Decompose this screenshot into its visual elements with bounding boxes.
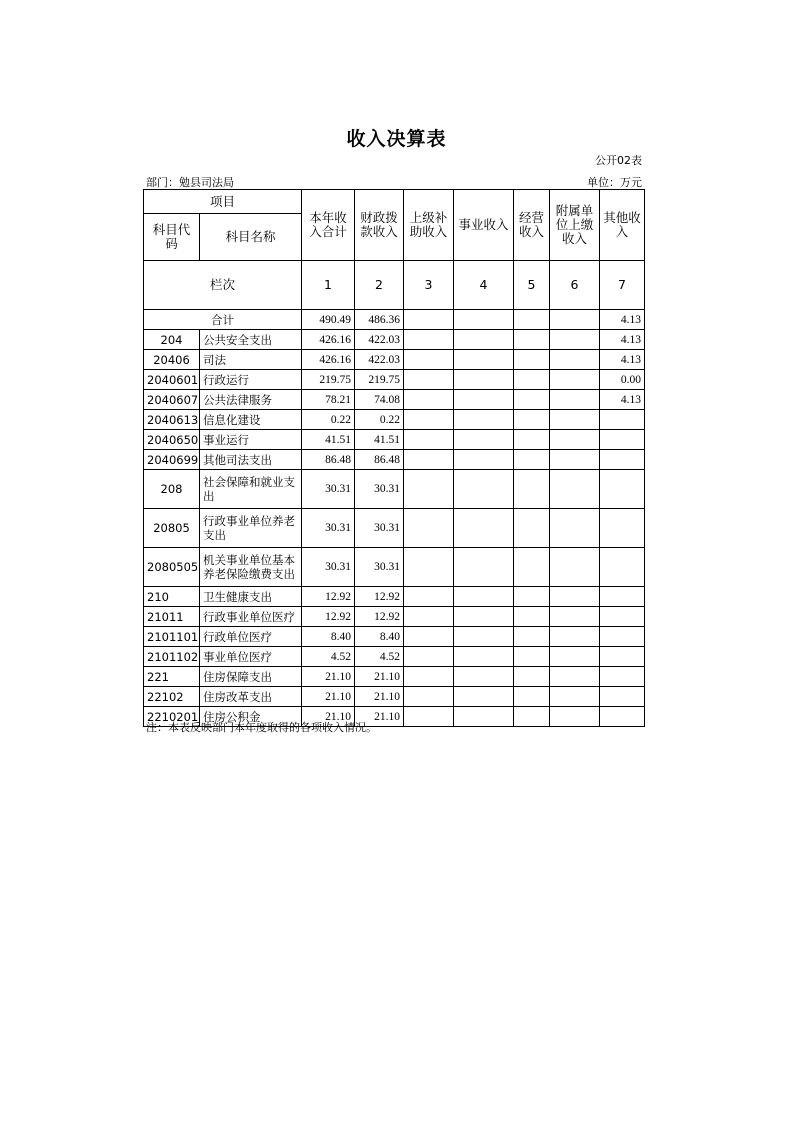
subject-name: 卫生健康支出: [200, 587, 302, 607]
subject-name: 住房改革支出: [200, 687, 302, 707]
empty-cell: [550, 707, 600, 727]
empty-cell: [404, 430, 454, 450]
subject-name: 事业运行: [200, 430, 302, 450]
value-col1: 78.21: [302, 390, 355, 410]
value-col2: 0.22: [355, 410, 404, 430]
table-row: [144, 647, 645, 667]
header-col7: 其他收入: [600, 190, 645, 261]
column-number: 1: [302, 261, 355, 310]
subject-name: 行政事业单位医疗: [200, 607, 302, 627]
unit-label: 单位：万元: [587, 176, 642, 189]
empty-cell: [514, 410, 550, 430]
subject-name: 公共法律服务: [200, 390, 302, 410]
total-col2: 486.36: [355, 310, 404, 330]
value-col1: 12.92: [302, 607, 355, 627]
empty-cell: [514, 370, 550, 390]
subject-code: 2040607: [144, 390, 200, 410]
value-col1: 41.51: [302, 430, 355, 450]
header-item: 项目: [144, 190, 302, 214]
value-col1: 21.10: [302, 707, 355, 727]
empty-cell: [514, 667, 550, 687]
subject-code: 2101101: [144, 627, 200, 647]
subject-name: 住房公积金: [200, 707, 302, 727]
empty-cell: [550, 627, 600, 647]
subject-code: 210: [144, 587, 200, 607]
subject-name: 住房保障支出: [200, 667, 302, 687]
value-col1: 86.48: [302, 450, 355, 470]
value-col1: 0.22: [302, 410, 355, 430]
subject-code: 2040601: [144, 370, 200, 390]
empty-cell: [454, 470, 514, 509]
empty-cell: [550, 509, 600, 548]
empty-cell: [454, 430, 514, 450]
column-number: 4: [454, 261, 514, 310]
subject-code: 2101102: [144, 647, 200, 667]
value-col2: 422.03: [355, 350, 404, 370]
empty-cell: [404, 667, 454, 687]
empty-cell: [454, 410, 514, 430]
value-col1: 30.31: [302, 509, 355, 548]
table-row: [144, 330, 645, 350]
table-row: [144, 509, 645, 548]
empty-cell: [454, 370, 514, 390]
revenue-table: [143, 189, 645, 727]
subject-name: 信息化建设: [200, 410, 302, 430]
value-col7: [600, 410, 645, 430]
column-number: 6: [550, 261, 600, 310]
empty-cell: [454, 647, 514, 667]
value-col7: [600, 450, 645, 470]
value-col2: 30.31: [355, 509, 404, 548]
empty-cell: [454, 350, 514, 370]
value-col1: 426.16: [302, 330, 355, 350]
empty-cell: [550, 607, 600, 627]
empty-cell: [404, 627, 454, 647]
empty-cell: [454, 390, 514, 410]
value-col1: 21.10: [302, 667, 355, 687]
value-col2: 86.48: [355, 450, 404, 470]
empty-cell: [514, 707, 550, 727]
subject-code: 2040699: [144, 450, 200, 470]
total-col1: 490.49: [302, 310, 355, 330]
column-number: 7: [600, 261, 645, 310]
value-col2: 219.75: [355, 370, 404, 390]
subject-code: 2210201: [144, 707, 200, 727]
table-row: [144, 430, 645, 450]
empty-cell: [550, 430, 600, 450]
value-col7: 4.13: [600, 350, 645, 370]
empty-cell: [514, 350, 550, 370]
table-row: [144, 390, 645, 410]
table-row: [144, 548, 645, 587]
value-col1: 219.75: [302, 370, 355, 390]
column-number: 2: [355, 261, 404, 310]
empty-cell: [550, 587, 600, 607]
header-col5: 经营收入: [514, 190, 550, 261]
empty-cell: [550, 548, 600, 587]
subject-code: 2040650: [144, 430, 200, 450]
empty-cell: [404, 607, 454, 627]
subject-code: 22102: [144, 687, 200, 707]
subject-code: 20406: [144, 350, 200, 370]
value-col7: [600, 707, 645, 727]
value-col2: 21.10: [355, 667, 404, 687]
subject-name: 行政运行: [200, 370, 302, 390]
empty-cell: [404, 370, 454, 390]
subject-code: 21011: [144, 607, 200, 627]
empty-cell: [550, 410, 600, 430]
empty-cell: [514, 687, 550, 707]
value-col2: 74.08: [355, 390, 404, 410]
value-col7: [600, 647, 645, 667]
empty-cell: [454, 687, 514, 707]
subject-name: 行政事业单位养老支出: [200, 509, 302, 548]
value-col2: 41.51: [355, 430, 404, 450]
empty-cell: [514, 548, 550, 587]
empty-cell: [514, 470, 550, 509]
empty-cell: [550, 687, 600, 707]
empty-cell: [404, 509, 454, 548]
empty-cell: [404, 548, 454, 587]
subject-name: 事业单位医疗: [200, 647, 302, 667]
header-name: 科目名称: [200, 214, 302, 261]
header-col6: 附属单位上缴收入: [550, 190, 600, 261]
empty-cell: [454, 707, 514, 727]
value-col7: [600, 687, 645, 707]
empty-cell: [514, 627, 550, 647]
subject-code: 2040613: [144, 410, 200, 430]
total-label: 合计: [144, 310, 302, 330]
value-col2: 21.10: [355, 707, 404, 727]
empty-cell: [550, 350, 600, 370]
empty-cell: [454, 667, 514, 687]
table-row: [144, 450, 645, 470]
header-col2: 财政拨款收入: [355, 190, 404, 261]
empty-cell: [514, 390, 550, 410]
total-row: [144, 310, 645, 330]
empty-cell: [514, 607, 550, 627]
page-title: 收入决算表: [346, 128, 447, 150]
value-col2: 4.52: [355, 647, 404, 667]
empty-cell: [404, 647, 454, 667]
empty-cell: [550, 450, 600, 470]
header-code: 科目代码: [144, 214, 200, 261]
subject-code: 2080505: [144, 548, 200, 587]
column-number: 5: [514, 261, 550, 310]
empty-cell: [404, 707, 454, 727]
empty-cell: [550, 370, 600, 390]
value-col1: 4.52: [302, 647, 355, 667]
subject-name: 司法: [200, 350, 302, 370]
value-col7: 4.13: [600, 390, 645, 410]
value-col1: 12.92: [302, 587, 355, 607]
value-col2: 30.31: [355, 470, 404, 509]
value-col1: 426.16: [302, 350, 355, 370]
form-code: 公开02表: [595, 154, 642, 167]
value-col1: 8.40: [302, 627, 355, 647]
value-col2: 12.92: [355, 587, 404, 607]
table-row: [144, 470, 645, 509]
empty-cell: [404, 410, 454, 430]
value-col7: [600, 667, 645, 687]
value-col2: 21.10: [355, 687, 404, 707]
value-col7: [600, 607, 645, 627]
empty-cell: [514, 587, 550, 607]
empty-cell: [550, 647, 600, 667]
value-col1: 30.31: [302, 470, 355, 509]
subject-code: 221: [144, 667, 200, 687]
table-row: [144, 410, 645, 430]
empty-cell: [550, 330, 600, 350]
subject-code: 208: [144, 470, 200, 509]
table-row: [144, 587, 645, 607]
empty-cell: [514, 647, 550, 667]
value-col7: 4.13: [600, 330, 645, 350]
empty-cell: [454, 607, 514, 627]
value-col7: [600, 470, 645, 509]
header-col1: 本年收入合计: [302, 190, 355, 261]
table-row: [144, 607, 645, 627]
column-number: 3: [404, 261, 454, 310]
value-col2: 422.03: [355, 330, 404, 350]
subject-name: 机关事业单位基本养老保险缴费支出: [200, 548, 302, 587]
empty-cell: [454, 509, 514, 548]
value-col7: [600, 627, 645, 647]
subject-name: 社会保障和就业支出: [200, 470, 302, 509]
table-row: [144, 627, 645, 647]
column-row-label: 栏次: [144, 261, 302, 310]
footnote: 注：本表反映部门本年度取得的各项收入情况。: [146, 721, 377, 734]
value-col2: 8.40: [355, 627, 404, 647]
empty-cell: [404, 687, 454, 707]
empty-cell: [550, 470, 600, 509]
value-col7: [600, 587, 645, 607]
department-label: 部门：勉县司法局: [146, 176, 234, 189]
subject-name: 行政单位医疗: [200, 627, 302, 647]
value-col1: 21.10: [302, 687, 355, 707]
total-col7: 4.13: [600, 310, 645, 330]
empty-cell: [454, 548, 514, 587]
value-col2: 30.31: [355, 548, 404, 587]
empty-cell: [404, 587, 454, 607]
empty-cell: [454, 450, 514, 470]
table-row: [144, 687, 645, 707]
value-col7: [600, 548, 645, 587]
empty-cell: [514, 450, 550, 470]
table-row: [144, 370, 645, 390]
empty-cell: [404, 470, 454, 509]
value-col2: 12.92: [355, 607, 404, 627]
table-row: [144, 350, 645, 370]
empty-cell: [514, 430, 550, 450]
subject-code: 204: [144, 330, 200, 350]
value-col7: [600, 430, 645, 450]
subject-code: 20805: [144, 509, 200, 548]
header-col3: 上级补助收入: [404, 190, 454, 261]
value-col1: 30.31: [302, 548, 355, 587]
empty-cell: [454, 627, 514, 647]
empty-cell: [514, 330, 550, 350]
empty-cell: [404, 350, 454, 370]
empty-cell: [454, 330, 514, 350]
empty-cell: [514, 509, 550, 548]
table-row: [144, 667, 645, 687]
empty-cell: [404, 330, 454, 350]
empty-cell: [404, 450, 454, 470]
empty-cell: [550, 667, 600, 687]
value-col7: [600, 509, 645, 548]
empty-cell: [454, 587, 514, 607]
subject-name: 公共安全支出: [200, 330, 302, 350]
empty-cell: [550, 390, 600, 410]
header-col4: 事业收入: [454, 190, 514, 261]
empty-cell: [404, 390, 454, 410]
subject-name: 其他司法支出: [200, 450, 302, 470]
value-col7: 0.00: [600, 370, 645, 390]
